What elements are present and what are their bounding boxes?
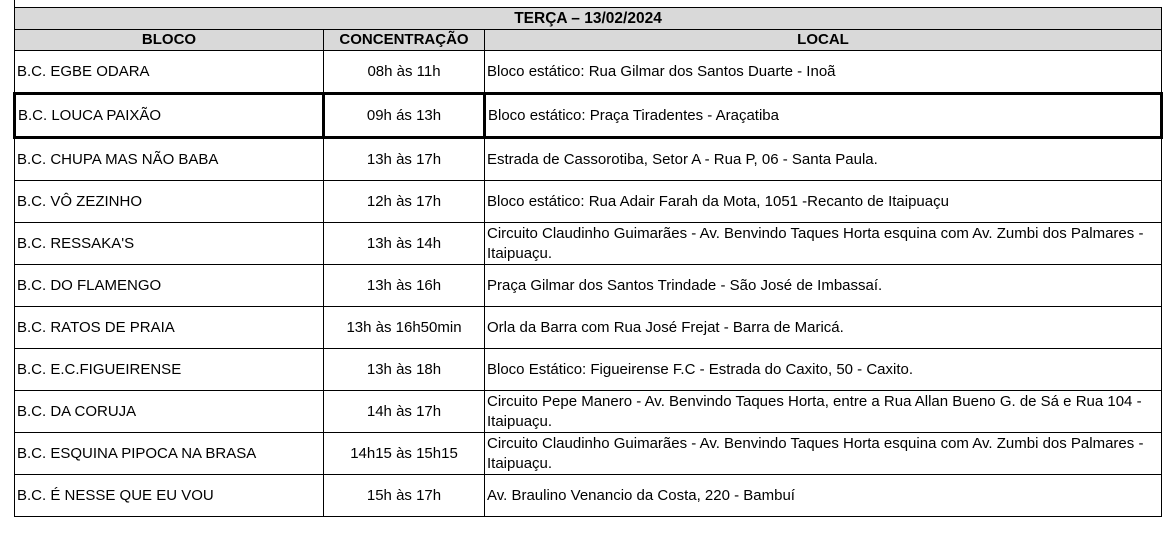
table-row — [15, 138, 1162, 181]
table-row — [15, 433, 1162, 475]
table-row — [15, 391, 1162, 433]
cell-local: Bloco estático: Praça Tiradentes - Araçatiba — [485, 94, 1162, 138]
cell-concentracao: 13h às 17h — [324, 138, 485, 181]
schedule-table — [13, 7, 1163, 517]
cell-local: Bloco Estático: Figueirense F.C - Estrada do Caxito, 50 - Caxito. — [485, 349, 1162, 391]
cell-bloco: B.C. LOUCA PAIXÃO — [15, 94, 324, 138]
table-row — [15, 51, 1162, 94]
cell-bloco: B.C. CHUPA MAS NÃO BABA — [15, 138, 324, 181]
cell-bloco: B.C. E.C.FIGUEIRENSE — [15, 349, 324, 391]
table-row — [15, 265, 1162, 307]
cell-local: Praça Gilmar dos Santos Trindade - São José de Imbassaí. — [485, 265, 1162, 307]
cell-local: Circuito Claudinho Guimarães - Av. Benvindo Taques Horta esquina com Av. Zumbi dos Palmares - Itaipuaçu. — [485, 223, 1162, 265]
cell-bloco: B.C. EGBE ODARA — [15, 51, 324, 94]
cell-concentracao: 13h às 14h — [324, 223, 485, 265]
table-row — [15, 223, 1162, 265]
cell-concentracao: 12h às 17h — [324, 181, 485, 223]
cell-bloco: B.C. É NESSE QUE EU VOU — [15, 475, 324, 517]
table-row — [15, 307, 1162, 349]
cell-concentracao: 13h às 16h — [324, 265, 485, 307]
cell-concentracao: 13h às 18h — [324, 349, 485, 391]
cell-local: Circuito Pepe Manero - Av. Benvindo Taques Horta, entre a Rua Allan Bueno G. de Sá e Rua 104 - Itaipuaçu. — [485, 391, 1162, 433]
table-row — [15, 181, 1162, 223]
table-title-row — [15, 8, 1162, 30]
table-row-selected[interactable] — [15, 94, 1162, 138]
cell-local: Bloco estático: Rua Gilmar dos Santos Duarte - Inoã — [485, 51, 1162, 94]
cell-local: Estrada de Cassorotiba, Setor A - Rua P, 06 - Santa Paula. — [485, 138, 1162, 181]
cell-local: Orla da Barra com Rua José Frejat - Barra de Maricá. — [485, 307, 1162, 349]
cell-concentracao: 14h15 às 15h15 — [324, 433, 485, 475]
cell-bloco: B.C. RESSAKA'S — [15, 223, 324, 265]
cell-bloco: B.C. DA CORUJA — [15, 391, 324, 433]
header-local: LOCAL — [485, 30, 1162, 51]
cell-bloco: B.C. RATOS DE PRAIA — [15, 307, 324, 349]
cell-bloco: B.C. ESQUINA PIPOCA NA BRASA — [15, 433, 324, 475]
cell-bloco: B.C. DO FLAMENGO — [15, 265, 324, 307]
cell-bloco: B.C. VÔ ZEZINHO — [15, 181, 324, 223]
cell-local: Bloco estático: Rua Adair Farah da Mota, 1051 -Recanto de Itaipuaçu — [485, 181, 1162, 223]
cell-local: Circuito Claudinho Guimarães - Av. Benvindo Taques Horta esquina com Av. Zumbi dos Palmares - Itaipuaçu. — [485, 433, 1162, 475]
cell-concentracao: 15h às 17h — [324, 475, 485, 517]
table-header-row — [15, 30, 1162, 51]
cell-local: Av. Braulino Venancio da Costa, 220 - Bambuí — [485, 475, 1162, 517]
cell-concentracao: 13h às 16h50min — [324, 307, 485, 349]
header-bloco: BLOCO — [15, 30, 324, 51]
cell-concentracao: 09h ás 13h — [324, 94, 485, 138]
table-title: TERÇA – 13/02/2024 — [15, 8, 1162, 30]
table-row — [15, 349, 1162, 391]
header-concentracao: CONCENTRAÇÃO — [324, 30, 485, 51]
table-row — [15, 475, 1162, 517]
cell-concentracao: 14h às 17h — [324, 391, 485, 433]
cell-concentracao: 08h às 11h — [324, 51, 485, 94]
